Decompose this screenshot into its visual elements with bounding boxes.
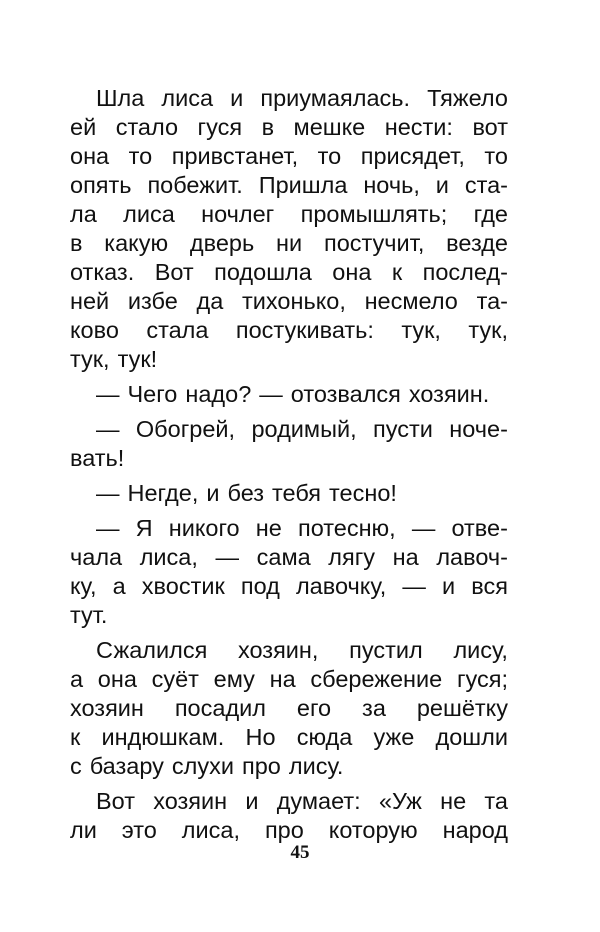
paragraph — [70, 787, 508, 845]
page-number: 45 — [290, 842, 310, 863]
word: в — [70, 230, 83, 256]
word: лису. — [288, 753, 344, 779]
word: лавочку, — [295, 573, 387, 599]
word: ей — [70, 114, 97, 140]
word: мешке — [293, 114, 366, 140]
text-line — [70, 258, 508, 287]
word: ночь, — [363, 172, 420, 198]
word: дошли — [435, 724, 508, 750]
word: — — [96, 515, 120, 541]
word: суёт — [151, 666, 199, 692]
paragraph — [70, 380, 508, 409]
text-line — [70, 694, 508, 723]
word: не — [440, 788, 467, 814]
word: за — [362, 695, 386, 721]
word: народ — [442, 817, 508, 843]
paragraph — [70, 514, 508, 630]
word: присядет, — [360, 143, 465, 169]
word: хозяин — [70, 695, 144, 721]
text-line — [70, 380, 508, 409]
word: тук, — [468, 317, 508, 343]
paragraph — [70, 84, 508, 374]
text-line — [70, 345, 508, 374]
word: на — [269, 666, 296, 692]
word: лавоч- — [436, 544, 508, 570]
word: — — [411, 515, 436, 541]
word: без — [227, 480, 265, 506]
text-line — [70, 171, 508, 200]
text-line — [70, 200, 508, 229]
word: отказ. — [70, 259, 135, 285]
story-text — [70, 84, 508, 851]
word: и — [206, 480, 220, 506]
word: опять — [70, 172, 132, 198]
word: ста- — [464, 172, 508, 198]
word: хозяин. — [408, 381, 490, 407]
word: дверь — [189, 230, 255, 256]
word: то — [317, 143, 342, 169]
word: ему — [213, 666, 255, 692]
word: лягу — [328, 544, 376, 570]
word: надо? — [185, 381, 252, 407]
word: — — [402, 573, 426, 599]
word: это — [121, 817, 157, 843]
word: нести: — [384, 114, 453, 140]
text-line — [70, 543, 508, 572]
word: думает: — [276, 788, 361, 814]
word: — — [259, 381, 283, 407]
word: к — [70, 724, 81, 750]
text-line — [70, 142, 508, 171]
word: и — [435, 172, 449, 198]
word: ноче- — [449, 416, 508, 442]
word: на — [392, 544, 419, 570]
word: приумаялась. — [260, 85, 411, 111]
word: родимый, — [251, 416, 357, 442]
word: постучит, — [323, 230, 425, 256]
text-line — [70, 752, 508, 781]
word: промышлять; — [300, 201, 448, 227]
word: уже — [373, 724, 415, 750]
word: не — [255, 515, 282, 541]
word: — — [215, 544, 240, 570]
word: никого — [168, 515, 240, 541]
word: решётку — [416, 695, 508, 721]
word: и — [441, 573, 456, 599]
word: слухи — [171, 753, 234, 779]
word: — — [96, 480, 120, 506]
word: базару — [89, 753, 164, 779]
word: послед- — [422, 259, 508, 285]
text-line — [70, 601, 508, 630]
word: чала — [70, 544, 123, 570]
word: Тяжело — [427, 85, 508, 111]
text-line — [70, 665, 508, 694]
word: привстанет, — [171, 143, 299, 169]
word: стала — [146, 317, 209, 343]
word: стало — [115, 114, 179, 140]
word: лиса — [161, 85, 214, 111]
word: индюшкам. — [101, 724, 225, 750]
word: та- — [476, 288, 508, 314]
text-line — [70, 514, 508, 543]
word: то — [484, 143, 508, 169]
text-line — [70, 479, 508, 508]
word: вот — [472, 114, 508, 140]
word: ночлег — [201, 201, 275, 227]
word: она — [332, 259, 372, 285]
word: ково — [70, 317, 119, 343]
word: лиса — [123, 201, 175, 227]
word: лису, — [453, 637, 508, 663]
text-line — [70, 316, 508, 345]
text-line — [70, 787, 508, 816]
word: а — [70, 666, 84, 692]
word: она — [97, 666, 137, 692]
word: несмело — [364, 288, 458, 314]
word: которую — [328, 817, 418, 843]
word: к — [391, 259, 403, 285]
word: постукивать: — [235, 317, 374, 343]
word: сама — [256, 544, 311, 570]
word: тук! — [117, 346, 158, 372]
text-line — [70, 415, 508, 444]
text-line — [70, 84, 508, 113]
word: Негде, — [127, 480, 199, 506]
word: та — [484, 788, 508, 814]
text-line — [70, 572, 508, 601]
word: Но — [245, 724, 276, 750]
word: потесню, — [297, 515, 396, 541]
word: побежит. — [147, 172, 243, 198]
word: Сжалился — [96, 637, 208, 663]
word: его — [296, 695, 332, 721]
word: отозвался — [290, 381, 401, 407]
word: ли — [70, 817, 97, 843]
word: Вот — [154, 259, 194, 285]
word: гуся; — [456, 666, 508, 692]
word: сюда — [296, 724, 353, 750]
word: — — [96, 381, 120, 407]
text-line — [70, 636, 508, 665]
word: лиса, — [139, 544, 198, 570]
text-line — [70, 287, 508, 316]
text-line — [70, 113, 508, 142]
word: — — [96, 416, 120, 442]
word: тук, — [401, 317, 441, 343]
word: под — [240, 573, 280, 599]
word: Я — [135, 515, 153, 541]
word: Вот — [96, 788, 135, 814]
word: подошла — [214, 259, 312, 285]
word: а — [112, 573, 126, 599]
word: тесно! — [329, 480, 397, 506]
text-line — [70, 229, 508, 258]
word: какую — [104, 230, 169, 256]
word: Пришла — [258, 172, 348, 198]
text-line — [70, 444, 508, 473]
text-line — [70, 723, 508, 752]
word: где — [473, 201, 508, 227]
word: тук, — [70, 346, 110, 372]
word: хозяин, — [238, 637, 319, 663]
word: тихонько, — [242, 288, 346, 314]
text-line — [70, 816, 508, 845]
paragraph — [70, 479, 508, 508]
word: гуся — [197, 114, 243, 140]
word: пусти — [373, 416, 433, 442]
word: хозяин — [153, 788, 228, 814]
word: везде — [446, 230, 508, 256]
word: сбережение — [310, 666, 443, 692]
word: «Уж — [378, 788, 422, 814]
word: посадил — [174, 695, 266, 721]
word: с — [70, 753, 82, 779]
word: ку, — [70, 573, 97, 599]
word: хвостик — [141, 573, 225, 599]
word: да — [196, 288, 224, 314]
word: пустил — [349, 637, 423, 663]
word: отве- — [451, 515, 508, 541]
word: про — [241, 753, 281, 779]
paragraph — [70, 636, 508, 781]
word: Шла — [96, 85, 145, 111]
paragraph — [70, 415, 508, 473]
word: вся — [471, 573, 508, 599]
word: и — [230, 85, 244, 111]
word: ни — [276, 230, 303, 256]
word: тут. — [70, 602, 108, 628]
word: ла — [70, 201, 97, 227]
word: ней — [70, 288, 110, 314]
word: она — [70, 143, 110, 169]
word: про — [264, 817, 304, 843]
word: то — [128, 143, 153, 169]
word: Чего — [127, 381, 178, 407]
word: в — [261, 114, 275, 140]
word: Обогрей, — [135, 416, 236, 442]
word: вать! — [70, 445, 125, 471]
word: избе — [127, 288, 178, 314]
word: тебя — [272, 480, 322, 506]
word: лиса, — [181, 817, 240, 843]
word: и — [245, 788, 259, 814]
